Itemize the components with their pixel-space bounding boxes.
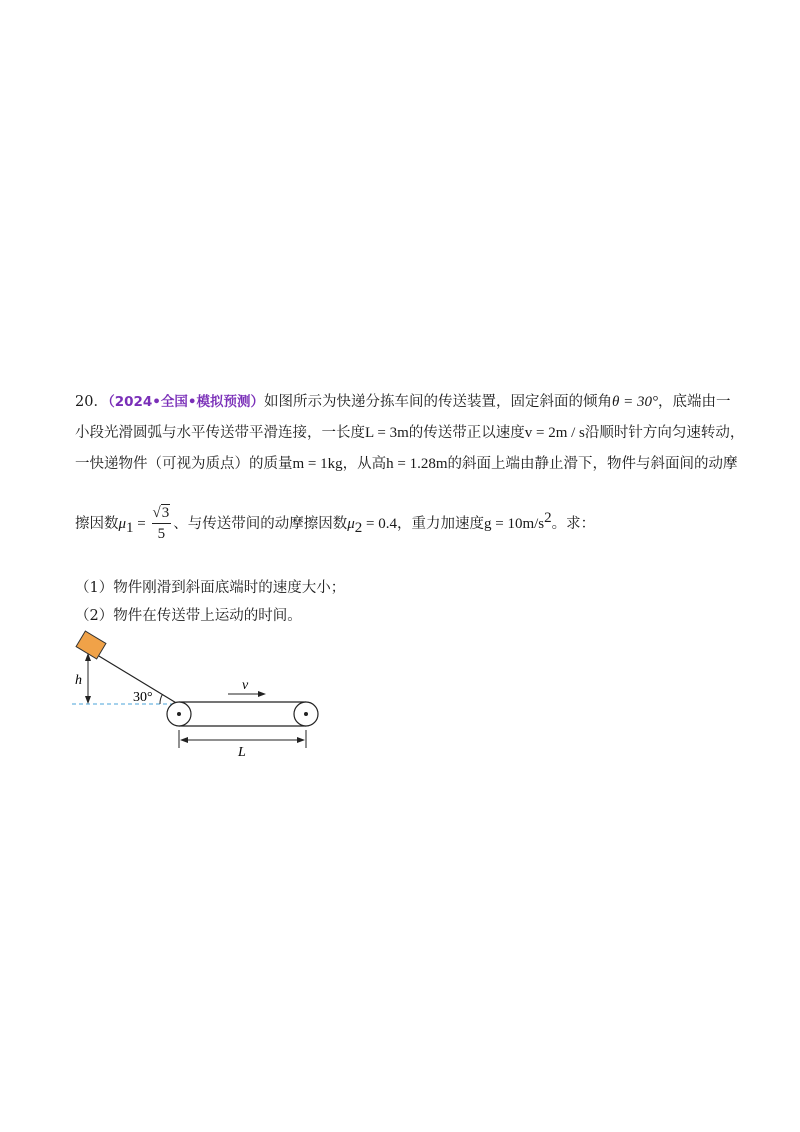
- line1-text-a: 如图所示为快递分拣车间的传送装置，固定斜面的倾角: [264, 394, 613, 410]
- line4-text-b: 、与传送带间的动摩擦因数: [173, 516, 348, 532]
- mu2-symbol: μ: [347, 516, 355, 532]
- velocity-expression: v = 2m / s: [524, 425, 585, 441]
- question-number: 20．: [75, 394, 108, 410]
- length-expression: L = 3m: [365, 425, 409, 441]
- angle-arc: [160, 694, 163, 704]
- line2-text-c: 沿顺时针方向匀速转动，: [584, 425, 745, 441]
- line4-text-d: 。求：: [551, 516, 596, 532]
- gravity-exponent: 2: [544, 510, 552, 527]
- line4-text-c: ，重力加速度: [396, 516, 484, 532]
- mu1-equals: =: [133, 516, 150, 532]
- velocity-label: v: [242, 678, 249, 693]
- line4-text-a: 擦因数: [75, 516, 119, 532]
- fraction-denominator: 5: [157, 526, 166, 542]
- height-label: h: [75, 673, 82, 688]
- right-roller-axle: [304, 712, 308, 716]
- length-arrow-head-right: [297, 737, 305, 743]
- velocity-arrow-head: [258, 691, 266, 697]
- line2-text-a: 小段光滑圆弧与水平传送带平滑连接，一长度: [75, 425, 365, 441]
- left-roller-axle: [177, 712, 181, 716]
- sub-question-2: （2）物件在传送带上运动的时间。: [75, 608, 302, 624]
- package-block: [76, 631, 106, 659]
- line1-text-b: ，底端由一: [658, 394, 731, 410]
- line3-text-a: 一快递物件（可视为质点）的质量: [75, 456, 293, 472]
- mass-expression: m = 1kg: [292, 456, 343, 472]
- height-expression: h = 1.28m: [386, 456, 448, 472]
- height-arrow-head-bottom: [85, 696, 91, 704]
- theta-expression: θ = 30°: [612, 394, 659, 410]
- sqrt-radicand: 3: [161, 505, 170, 521]
- line3-text-b: ，从高: [342, 456, 387, 472]
- mu1-subscript: 1: [126, 519, 134, 536]
- mu2-subscript: 2: [354, 519, 363, 536]
- angle-label: 30°: [133, 690, 153, 705]
- sub-question-1: （1）物件刚滑到斜面底端时的速度大小；: [75, 580, 346, 596]
- length-label: L: [238, 745, 246, 760]
- source-tag: （2024•全国•模拟预测）: [107, 394, 265, 410]
- mu2-value: = 0.4: [362, 516, 397, 532]
- mu1-symbol: μ: [118, 516, 127, 532]
- gravity-expression: g = 10m/s: [483, 516, 545, 532]
- line3-text-c: 的斜面上端由静止滑下，物件与斜面间的动摩: [447, 456, 738, 472]
- line2-text-b: 的传送带正以速度: [408, 425, 525, 441]
- length-arrow-head-left: [180, 737, 188, 743]
- fraction-numerator: √3: [152, 506, 172, 524]
